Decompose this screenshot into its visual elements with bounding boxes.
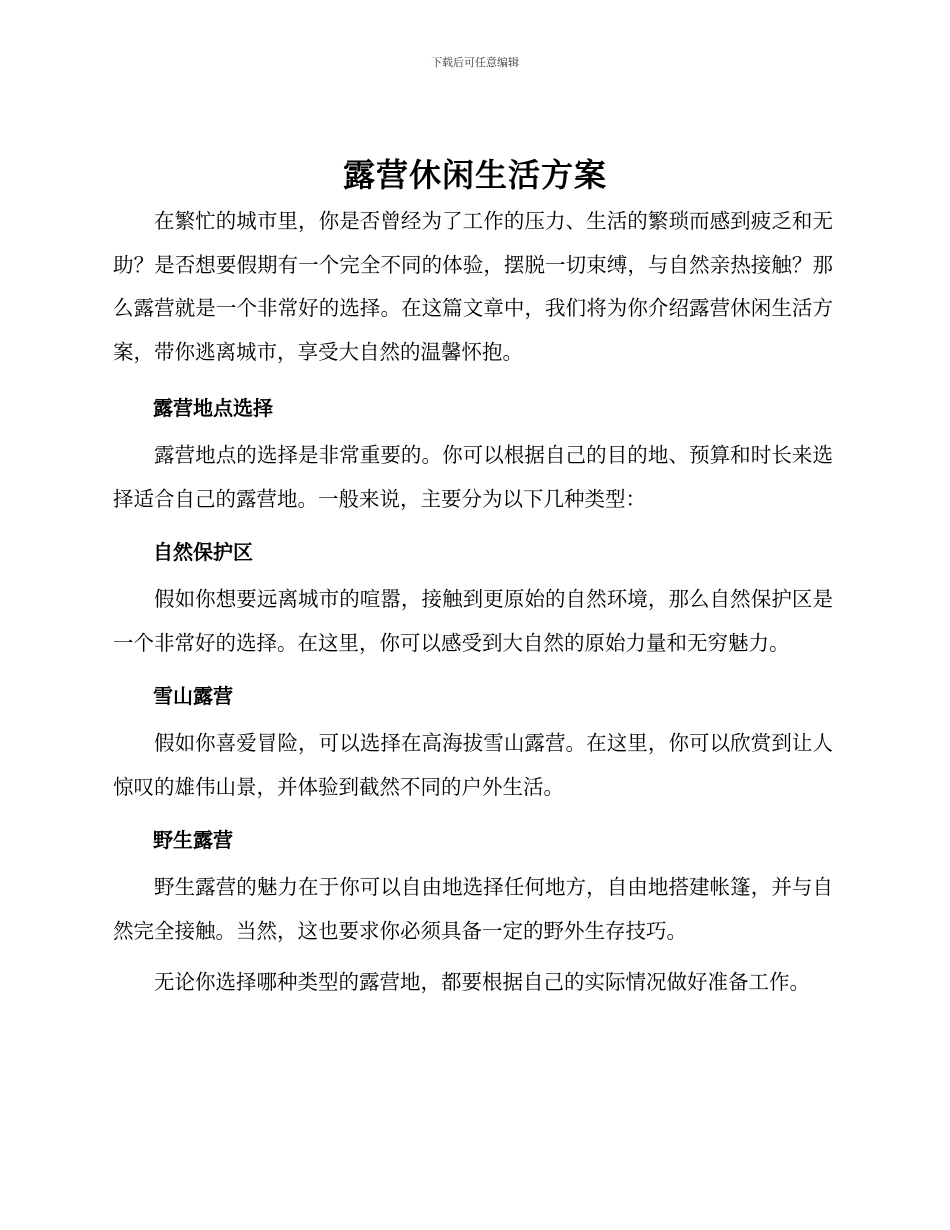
location-paragraph: 露营地点的选择是非常重要的。你可以根据自己的目的地、预算和时长来选择适合自己的露营地。一般来说，主要分为以下几种类型： [113,443,833,511]
section-heading-nature-reserve: 自然保护区 [153,540,253,564]
section-heading-snow-mountain: 雪山露营 [153,684,233,708]
document-body [113,200,833,1005]
section-heading-wild-camping: 野生露营 [153,828,233,852]
nature-reserve-paragraph: 假如你想要远离城市的喧嚣，接触到更原始的自然环境，那么自然保护区是一个非常好的选择。在这里，你可以感受到大自然的原始力量和无穷魅力。 [113,587,833,655]
conclusion-paragraph: 无论你选择哪种类型的露营地，都要根据自己的实际情况做好准备工作。 [154,970,810,994]
wild-camping-paragraph: 野生露营的魅力在于你可以自由地选择任何地方，自由地搭建帐篷，并与自然完全接触。当然，这也要求你必须具备一定的野外生存技巧。 [113,875,833,943]
header-note: 下载后可任意编辑 [431,56,519,69]
section-heading-location: 露营地点选择 [153,396,273,420]
snow-mountain-paragraph: 假如你喜爱冒险，可以选择在高海拔雪山露营。在这里，你可以欣赏到让人惊叹的雄伟山景，并体验到截然不同的户外生活。 [113,731,833,799]
intro-paragraph: 在繁忙的城市里，你是否曾经为了工作的压力、生活的繁琐而感到疲乏和无助？是否想要假期有一个完全不同的体验，摆脱一切束缚，与自然亲热接触？那么露营就是一个非常好的选择。在这篇文章中，我们将为你介绍露营休闲生活方案，带你逃离城市，享受大自然的温馨怀抱。 [113,209,833,364]
paragraph-gap [113,953,833,961]
page-title: 露营休闲生活方案 [342,156,607,194]
